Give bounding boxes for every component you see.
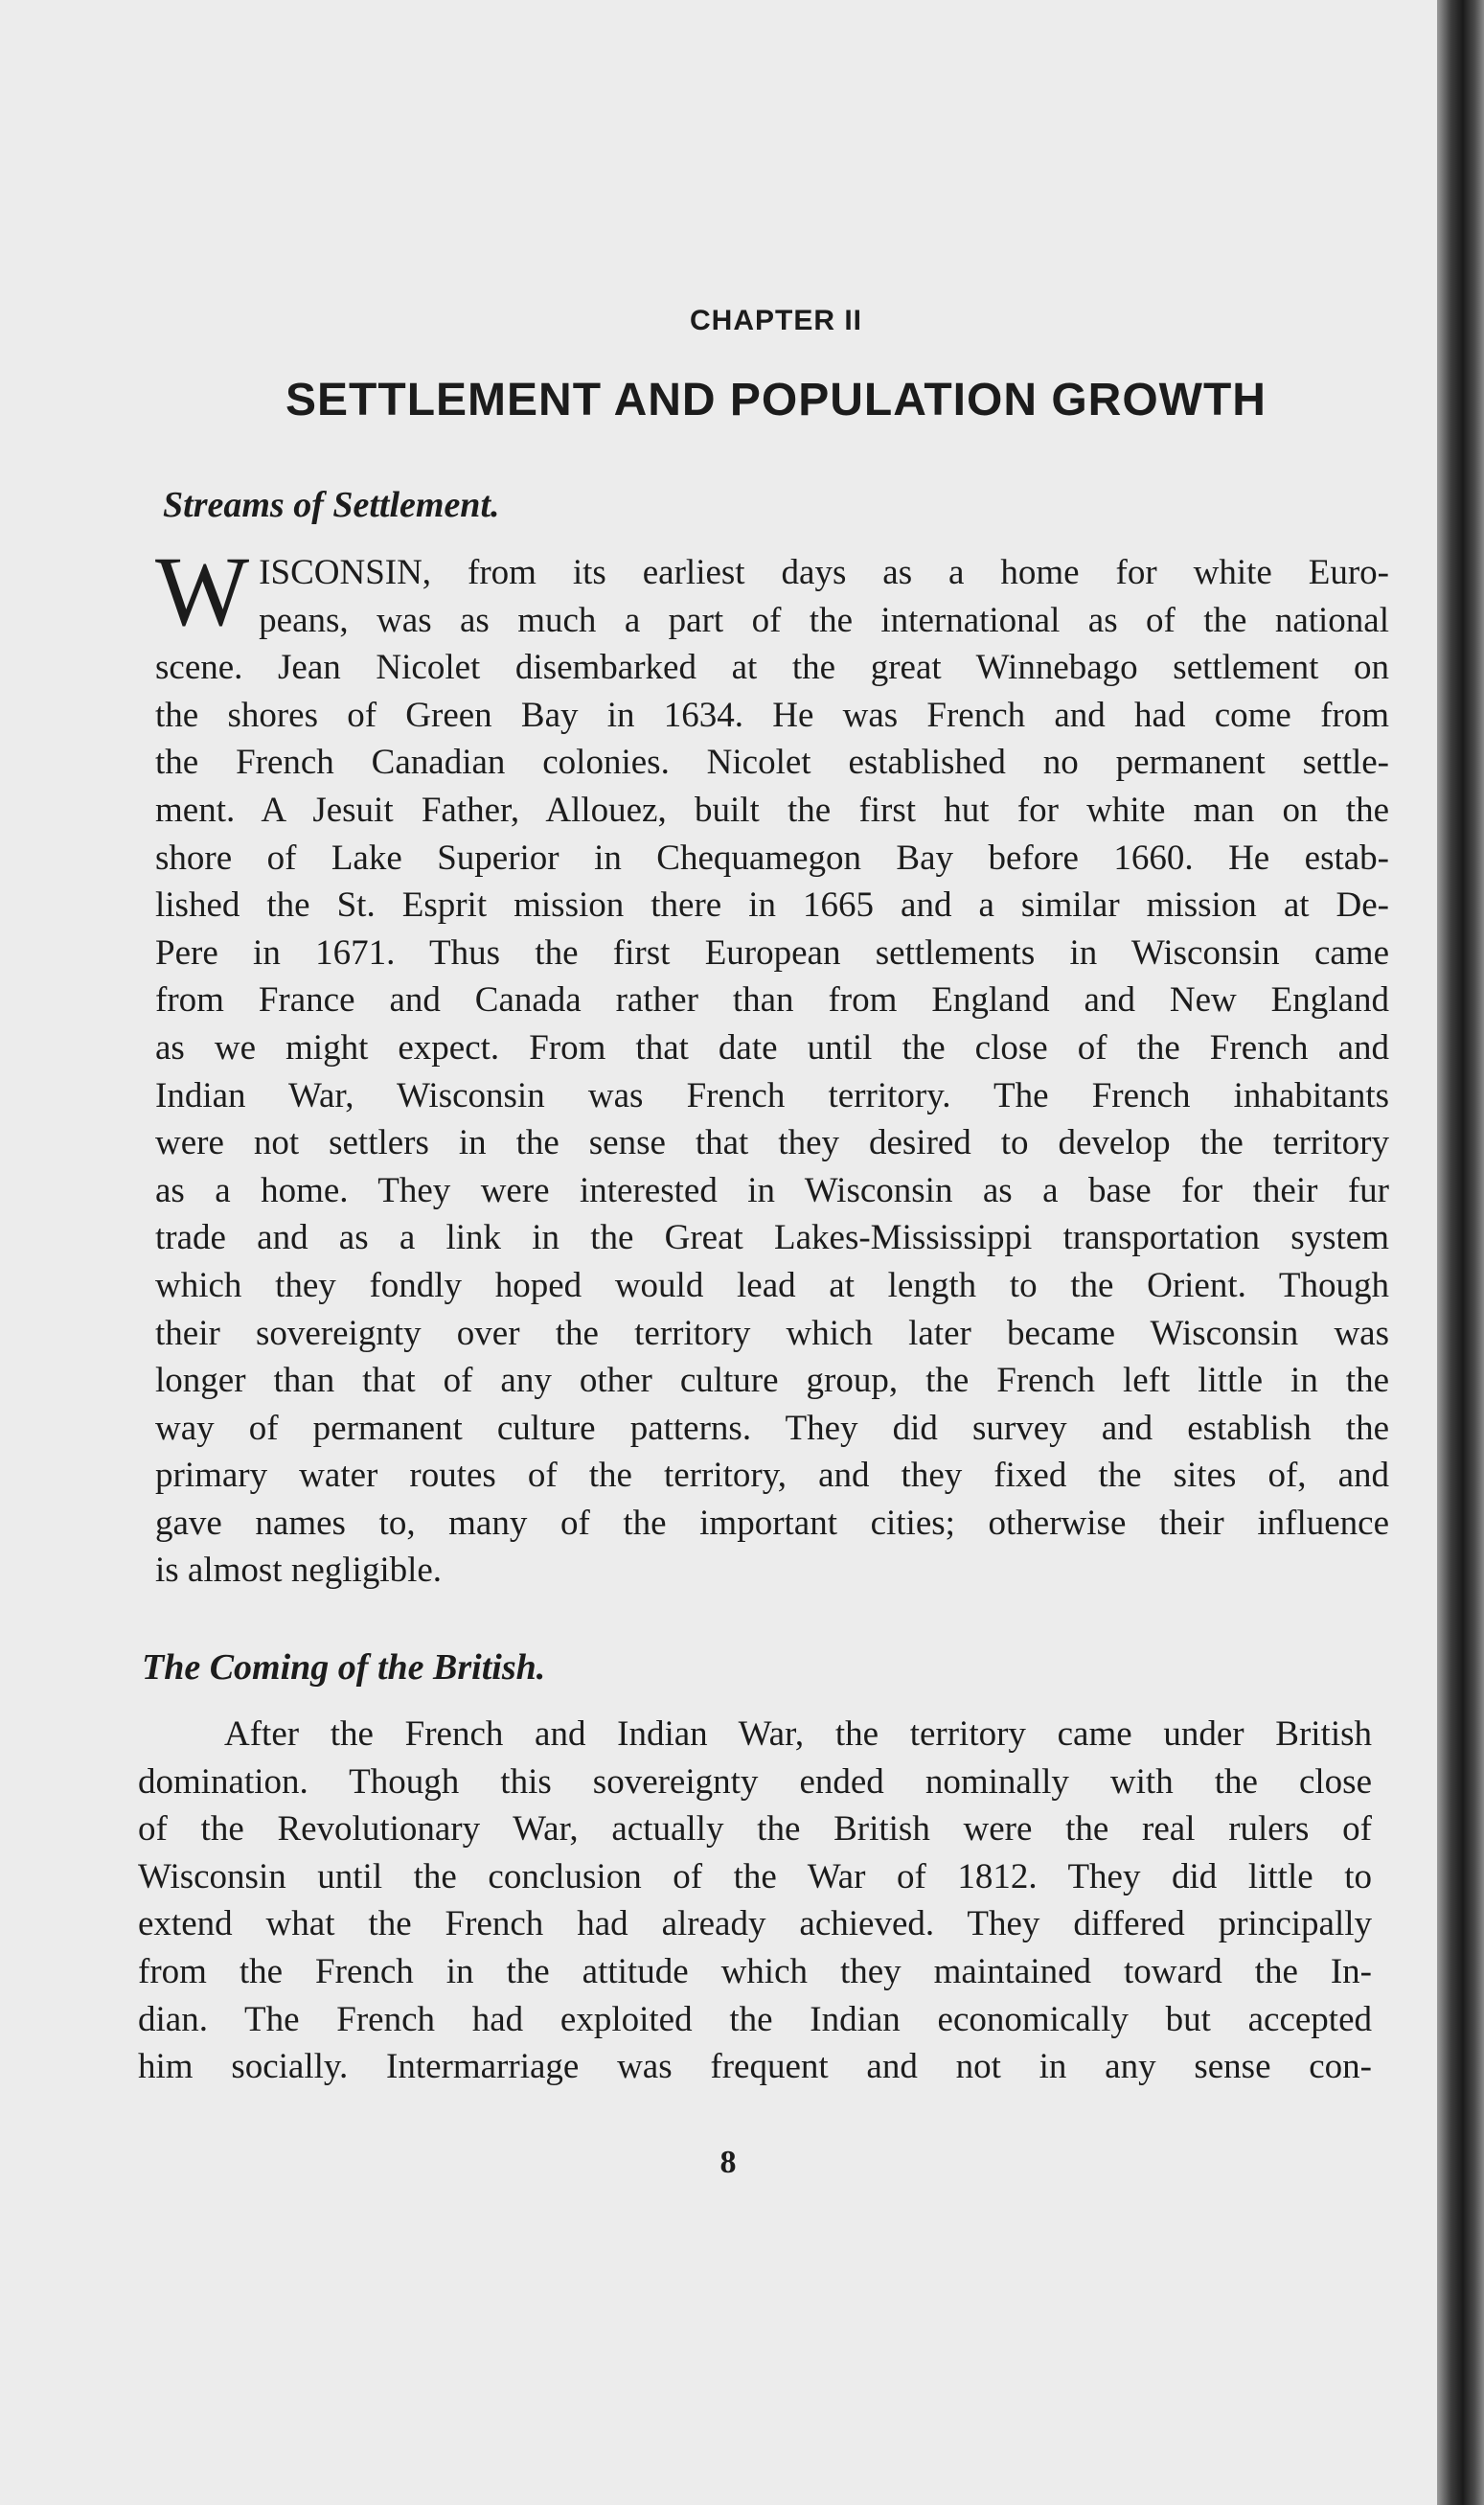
- text-line: him socially. Intermarriage was frequent and not in any sense con-: [138, 2047, 1372, 2087]
- text-line: were not settlers in the sense that they desired to develop the territory: [155, 1123, 1389, 1163]
- text-line: as we might expect. From that date until the close of the French and: [155, 1027, 1389, 1068]
- text-line: domination. Though this sovereignty ended nominally with the close: [138, 1761, 1372, 1802]
- paragraph-streams-of-settlement: [155, 537, 1389, 1595]
- text-line: trade and as a link in the Great Lakes-Mississippi transportation system: [155, 1218, 1389, 1258]
- text-line: from the French in the attitude which they maintained toward the In-: [138, 1951, 1372, 1991]
- text-line: Wisconsin until the conclusion of the War of 1812. They did little to: [138, 1856, 1372, 1896]
- chapter-label: CHAPTER II: [689, 305, 862, 336]
- book-spine-shadow: [1437, 0, 1484, 2505]
- paragraph-coming-of-british: [138, 1711, 1372, 2091]
- text-line: from France and Canada rather than from England and New England: [155, 980, 1389, 1021]
- text-line: ment. A Jesuit Father, Allouez, built the first hut for white man on the: [155, 790, 1389, 830]
- text-line: After the French and Indian War, the territory came under British: [224, 1714, 1372, 1754]
- drop-cap: W: [155, 537, 250, 647]
- text-line: the French Canadian colonies. Nicolet established no permanent settle-: [155, 743, 1389, 783]
- page-number: 8: [719, 2145, 737, 2180]
- text-line: way of permanent culture patterns. They did survey and establish the: [155, 1408, 1389, 1448]
- chapter-title: SETTLEMENT AND POPULATION GROWTH: [285, 375, 1267, 425]
- text-line: the shores of Green Bay in 1634. He was French and had come from: [155, 695, 1389, 735]
- text-line: scene. Jean Nicolet disembarked at the great Winnebago settlement on: [155, 648, 1389, 688]
- text-line: lished the St. Esprit mission there in 1665 and a similar mission at De-: [155, 885, 1389, 926]
- text-line: ISCONSIN, from its earliest days as a home for white Euro-: [259, 553, 1389, 592]
- text-line: gave names to, many of the important cities; otherwise their influence: [155, 1503, 1389, 1543]
- text-line: shore of Lake Superior in Chequamegon Bay before 1660. He estab-: [155, 838, 1389, 878]
- text-line: is almost negligible.: [155, 1551, 443, 1591]
- text-line: which they fondly hoped would lead at length to the Orient. Though: [155, 1265, 1389, 1305]
- text-line: extend what the French had already achieved. They differed principally: [138, 1904, 1372, 1944]
- text-line: their sovereignty over the territory which later became Wisconsin was: [155, 1313, 1389, 1353]
- section-heading-british: The Coming of the British.: [142, 1647, 546, 1688]
- text-line: of the Revolutionary War, actually the British were the real rulers of: [138, 1809, 1372, 1850]
- text-line: Indian War, Wisconsin was French territory. The French inhabitants: [155, 1075, 1389, 1115]
- text-line: primary water routes of the territory, and they fixed the sites of, and: [155, 1456, 1389, 1496]
- text-line: as a home. They were interested in Wisconsin as a base for their fur: [155, 1170, 1389, 1210]
- text-line: Pere in 1671. Thus the first European settlements in Wisconsin came: [155, 932, 1389, 973]
- text-line: peans, was as much a part of the international as of the national: [259, 600, 1389, 640]
- text-line: longer than that of any other culture group, the French left little in the: [155, 1361, 1389, 1401]
- section-heading-streams: Streams of Settlement.: [163, 485, 500, 525]
- text-line: dian. The French had exploited the Indian economically but accepted: [138, 1999, 1372, 2039]
